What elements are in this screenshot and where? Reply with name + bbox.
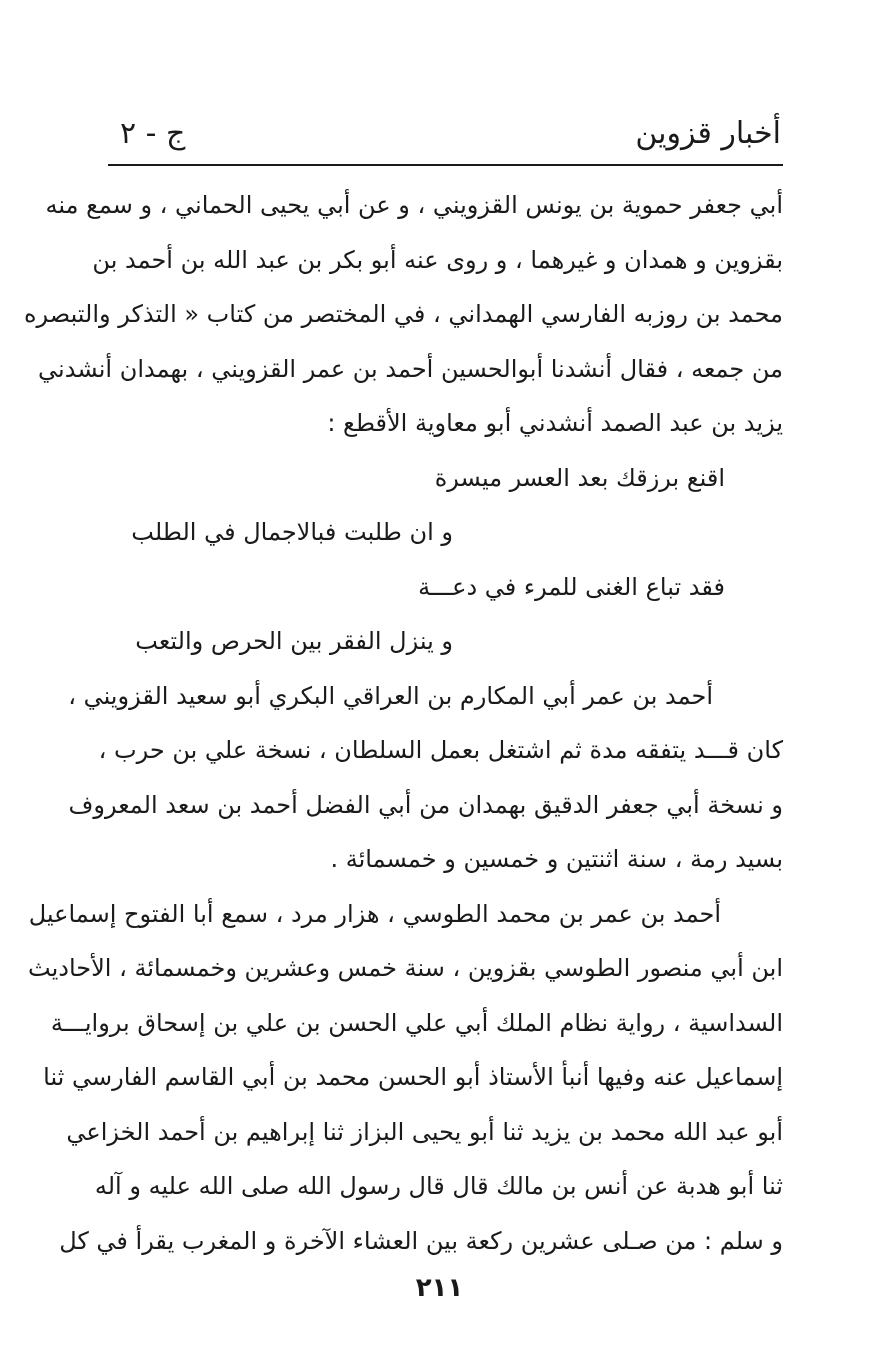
- text-line: محمد بن روزبه الفارسي الهمداني ، في المختصر من كتاب « التذكر والتبصره: [23, 300, 783, 328]
- text-line: كان قـــد يتفقه مدة ثم اشتغل بعمل السلطان ، نسخة علي بن حرب ،: [98, 736, 783, 764]
- text-line: بقزوين و همدان و غيرهما ، و روى عنه أبو بكر بن عبد الله بن أحمد بن: [92, 245, 783, 274]
- verse-line: و ينزل الفقر بين الحرص والتعب: [135, 627, 453, 655]
- page-number: ٢١١: [415, 1273, 464, 1303]
- text-line: من جمعه ، فقال أنشدنا أبوالحسين أحمد بن عمر القزويني ، بهمدان أنشدني: [38, 354, 783, 383]
- verse-line: فقد تباع الغنى للمرء في دعـــة: [418, 572, 725, 601]
- text-line: ابن أبي منصور الطوسي بقزوين ، سنة خمس وعشرين وخمسمائة ، الأحاديث: [28, 954, 783, 982]
- text-line: إسماعيل عنه وفيها أنبأ الأستاذ أبو الحسن محمد بن أبي القاسم الفارسي ثنا: [43, 1063, 783, 1091]
- text-line: بسيد رمة ، سنة اثنتين و خمسين و خمسمائة .: [330, 845, 783, 873]
- text-line: أبي جعفر حموية بن يونس القزويني ، و عن أبي يحيى الحماني ، و سمع منه: [45, 191, 783, 219]
- verse-line: اقنع برزقك بعد العسر ميسرة: [434, 463, 725, 492]
- text-line: السداسية ، رواية نظام الملك أبي علي الحسن بن علي بن إسحاق بروايـــة: [50, 1008, 783, 1037]
- text-line: أحمد بن عمر أبي المكارم بن العراقي البكري أبو سعيد القزويني ،: [68, 681, 713, 710]
- text-line: و نسخة أبي جعفر الدقيق بهمدان من أبي الفضل أحمد بن سعد المعروف: [68, 790, 783, 819]
- text-line: أحمد بن عمر بن محمد الطوسي ، هزار مرد ، سمع أبا الفتوح إسماعيل: [28, 899, 721, 928]
- text-line: ثنا أبو هدبة عن أنس بن مالك قال قال رسول الله صلى الله عليه و آله: [94, 1172, 783, 1200]
- volume-indicator: ج - ٢: [120, 116, 186, 151]
- verse-line: و ان طلبت فبالاجمال في الطلب: [131, 518, 453, 546]
- text-line: و سلم : من صـلى عشرين ركعة بين العشاء الآخرة و المغرب يقرأ في كل: [59, 1226, 783, 1255]
- text-line: يزيد بن عبد الصمد أنشدني أبو معاوية الأقطع :: [327, 409, 783, 437]
- text-line: أبو عبد الله محمد بن يزيد ثنا أبو يحيى البزاز ثنا إبراهيم بن أحمد الخزاعي: [66, 1117, 783, 1146]
- header-rule: [108, 164, 783, 166]
- running-title: أخبار قزوين: [635, 116, 781, 151]
- body-text: [23, 178, 783, 1268]
